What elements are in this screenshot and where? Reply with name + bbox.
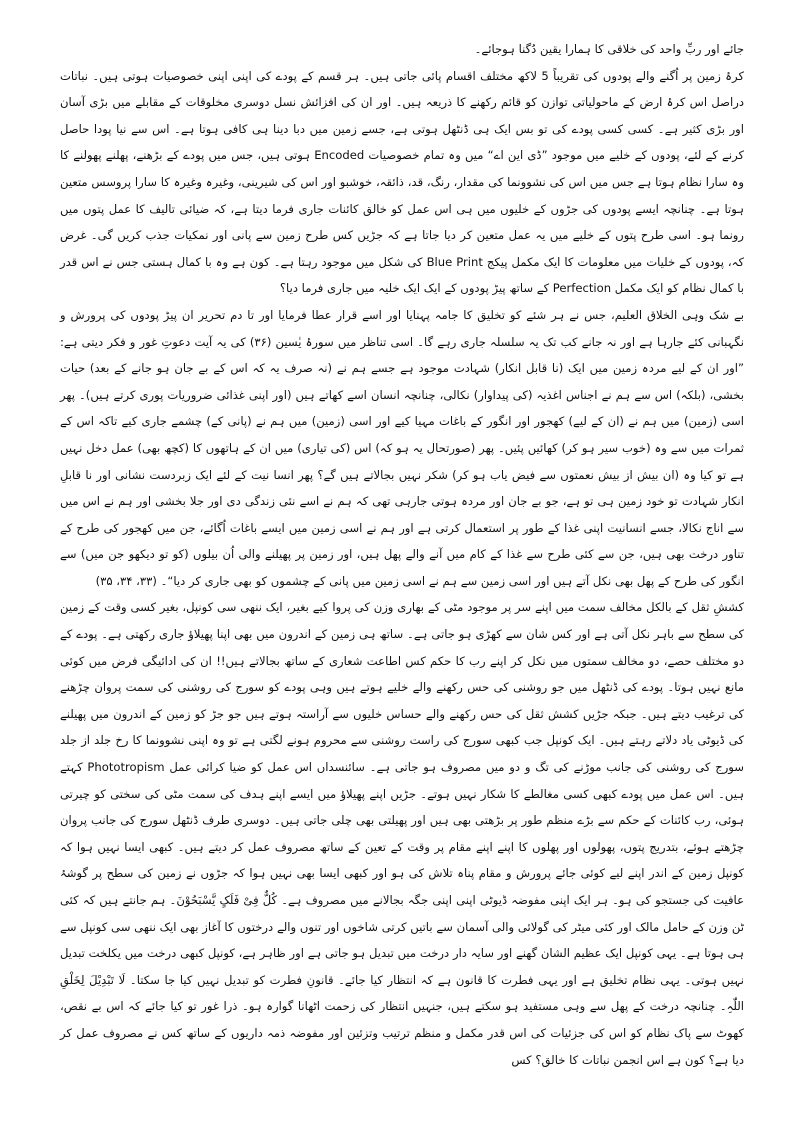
paragraph-4: کششِ ثقل کے بالکل مخالف سمت میں اپنے سر پر موجود مٹی کے بھاری وزن کی پروا کیے بغیر، ایک ننھی سی کونپل، بغیر کسی وقت کے زمین کی سطح سے باہر نکل آتی ہے اور کس شان سے کھڑی ہو جاتی ہے۔ ساتھ ہی زمین کے اندرون میں بھی اپنا پھیلاؤ جاری رکھتی ہے۔ پودے کے دو مختلف حصے، دو مخالف سمتوں میں نکل کر اپنے رب کا حکم کس اطاعت شعاری کے ساتھ بجالاتے ہیں!! ان کی ادائیگی فرض میں کوئی مانع نہیں ہوتا۔ پودے کی ڈنٹھل میں جو روشنی کی حس رکھنے والے خلیے ہوتے ہیں وہی پودے کو سورج کی روشنی کی سمت پروان چڑھنے کی ترغیب دیتے ہیں۔ جبکہ جڑیں کشش ثقل کی حس رکھنے والے حساس خلیوں سے آراستہ ہوتے ہیں جو جڑ کو زمین کے اندرون میں پھیلنے کی ڈیوٹی یاد دلاتے رہتے ہیں۔ ایک کونپل جب کبھی سورج کی راست روشنی سے محروم ہونے لگتی ہے تو وہ اپنی نشوونما کا رخ جلد از جلد سورج کی روشنی کی جانب موڑنے کی تگ و دو میں مصروف ہو جاتی ہے۔ سائنسداں اس عمل کو ضیا کرائی عمل Phototropism کہتے ہیں۔ اس عمل میں پودے کبھی کسی مغالطے کا شکار نہیں ہوتے۔ جڑیں اپنے پھیلاؤ میں ایسے اپنے ہدف کی سمت مٹی کی سختی کو چیرتی ہوئی، رب کائنات کے حکم سے بڑے منظم طور پر بڑھتی بھی ہیں اور پھیلتی بھی چلی جاتی ہیں۔ دوسری طرف ڈنٹھل سورج کی جانب پروان چڑھتے ہوئے، بتدریج پتوں، پھولوں اور پھلوں کا اپنے اپنے مقام پر وقت کے تعین کے ساتھ مصروف عمل کر دیتے ہیں۔ کبھی ایسا نہیں ہوا کہ کونپل زمین کے اندر اپنے لیے کوئی جائے پرورش و مقام پناہ تلاش کی ہو اور کبھی ایسا بھی نہیں ہوا کہ جڑوں نے زمین کی سطح پر گوشۂ عافیت کی جستجو کی ہو۔ ہر ایک اپنی مفوضہ ڈیوٹی اپنی اپنی جگہ بجالانے میں مصروف ہے۔ کُلٌّ فِیْ فَلَکٍ یَّسْبَحُوْنَ۔ ہم جانتے ہیں کہ کئی ٹن وزن کے حامل مالک اور کئی میٹر کی گولائی والی آسمان سے باتیں کرتی شاخوں اور تنوں والے درختوں کا آغاز بھی ایک ننھی سی کونپل سے ہی ہوتا ہے۔ یہی کونپل ایک عظیم الشان گھنے اور سایہ دار درخت میں تبدیل ہو جاتی ہے اور ظاہر ہے، کونپل کبھی درخت میں یکلخت تبدیل نہیں ہوتی۔ یہی نظام تخلیق ہے اور یہی فطرت کا قانون ہے کہ انتظار کیا جائے۔ قانونِ فطرت کو تبدیل نہیں کیا جا سکتا۔ لَا تَبْدِیْلَ لِخَلْقِ اللّٰہِ۔ چنانچہ درخت کے پھل سے وہی مستفید ہو سکتے ہیں، جنہیں انتظار کی زحمت اٹھانا گوارہ ہو۔ ذرا غور تو کیا جائے کہ اس بے نقص، کھوٹ سے پاک نظام کو اس کی جزئیات کی اس قدر مکمل و منظم ترتیب وتزئین اور مفوضہ ذمہ داریوں کے ساتھ کس نے مصروف عمل کر دیا ہے؟ کون ہے اس انجمن نباتات کا خالق؟ کس — [60, 600, 744, 1067]
paragraph-2: کرۂ زمین پر اُگنے والے پودوں کی تقریباً 5 لاکھ مختلف اقسام پائی جاتی ہیں۔ ہر قسم کے پودے کی اپنی اپنی خصوصیات ہوتی ہیں۔ نباتات دراصل اس کرۂ ارض کے ماحولیاتی توازن کو قائم رکھنے کا ذریعہ ہیں۔ اور ان کی افزائش نسل دوسری مخلوقات کے مقابلے میں بڑی آسان اور بڑی کثیر ہے۔ کسی کسی پودے کی تو بس ایک ہی ڈنٹھل ہوتی ہے، جسے زمین میں دبا دینا ہی کافی ہوتا ہے۔ اس سے نیا پودا حاصل کرنے کے لئے، پودوں کے خلیے میں موجود ”ڈی این اے“ میں وہ تمام خصوصیات Encoded ہوتی ہیں، جس میں پودے کے بڑھنے، پھلنے پھولنے کا وہ سارا نظام ہوتا ہے جس میں اس کی نشوونما کی مقدار، رنگ، قد، ذائقہ، خوشبو اور اس کی شیرینی، وغیرہ وغیرہ کا سارا پروسس متعین ہوتا ہے۔ چنانچہ ایسے پودوں کی جڑوں کے خلیوں میں ہی اس عمل کو خالق کائنات جاری فرما دیتا ہے، کہ ضیائی تالیف کا عمل پتوں میں رونما ہو۔ اسی طرح پتوں کے خلیے میں یہ عمل متعین کر دیا جاتا ہے کہ جڑیں کس طرح زمین سے پانی اور نمکیات جذب کریں گی۔ غرض کہ، پودوں کے خلیات میں معلومات کا ایک مکمل پیکج Blue Print کی شکل میں موجود رہتا ہے۔ کون ہے وہ با کمال ہستی جس نے اس قدر با کمال نظام کو ایک مکمل Perfection کے ساتھ پیڑ پودوں کے ایک ایک خلیہ میں جاری فرما دیا؟ — [60, 68, 744, 296]
paragraph-1: جائے اور ربِّ واحد کی خلاقی کا ہمارا یقین دُگنا ہوجائے۔ — [474, 42, 744, 56]
paragraph-3: بے شک وہی الخلاق العلیم، جس نے ہر شئے کو تخلیق کا جامہ پہنایا اور اسے قرار عطا فرمایا اور تا دم تحریر ان پیڑ پودوں کی پرورش و نگہبانی کئے جارہا ہے اور نہ جانے کب تک یہ سلسلہ جاری رہے گا۔ اسی تناظر میں سورۂ یٰسین (۳۶) کی یہ آیت دعوتِ غور و فکر دیتی ہے: ”اور ان کے لیے مردہ زمین میں ایک (نا قابل انکار) شہادت موجود ہے جسے ہم نے (نہ صرف یہ کہ اس کے بے جان ہو جانے کے بعد) حیات بخشی، (بلکہ) اس سے ہم نے اجناس اغذیہ (کی پیداوار) نکالی، چنانچہ انسان اسے کھاتے ہیں (اور اپنی غذائی ضروریات پوری کرتے ہیں)۔ پھر اسی (زمین) میں ہم نے (ان کے لیے) کھجور اور انگور کے باغات مہیا کیے اور اسی (زمین) میں ہم نے (پانی کے) چشمے جاری کیے تاکہ اس کے ثمرات میں سے وہ (خوب سیر ہو کر) کھائیں پئیں۔ پھر (صورتحال یہ ہو کہ) اس (کی تیاری) میں ان کے ہاتھوں کا (کچھ بھی) عمل دخل نہیں ہے تو کیا وہ (ان بیش از بیش نعمتوں سے فیض یاب ہو کر) شکر نہیں بجالاتے ہیں گے؟ پھر انسا نیت کے لئے ایک زبردست نشانی اور نا قابلِ انکار شہادت تو خود زمین ہی تو ہے، جو بے جان اور مردہ ہوتی جارہی تھی کہ ہم نے اسے نئی زندگی دی اور جلا بخشی اور ہم نے اس میں سے اناج نکالا، جسے انسانیت اپنی غذا کے طور پر استعمال کرتی ہے اور ہم نے اسی زمین میں ایسے باغات اُگائے، جن میں کھجور کی طرح کے تناور درخت بھی ہیں، جن سے کئی طرح سے غذا کے کام میں آنے والے پھل ہیں، اور زمین پر پھیلنے والی اُن بیلوں (کو تو دیکھو جن میں) سے انگور کی طرح کے پھل بھی نکل آتے ہیں اور اسی زمین سے ہم نے اسی زمین میں پانی کے چشموں کو بھی جاری کر دیا“۔ (۳۳، ۳۴، ۳۵) — [60, 307, 744, 588]
body-text — [60, 36, 744, 1073]
